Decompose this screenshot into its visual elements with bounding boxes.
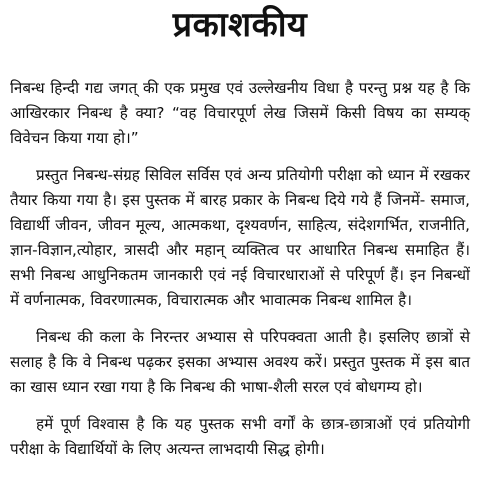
paragraph-2: प्रस्तुत निबन्ध-संग्रह सिविल सर्विस एवं अन्य प्रतियोगी परीक्षा को ध्यान में रखकर तैयार किया गया है। इस पुस्तक में बारह प्रकार के निबन्ध दिये गये हैं जिनमें- समाज, विद्यार्थी जीवन, जीवन मूल्य, आत्मकथा, दृश्यवर्णन, साहित्य, संदेशगर्भित, राजनीति, ज्ञान-विज्ञान,त्योहार, त्रासदी और महान् व्यक्तित्व पर आधारित निबन्ध समाहित हैं। सभी निबन्ध आधुनिकतम जानकारी एवं नई विचारधाराओं से परिपूर्ण हैं। इन निबन्धों में वर्णनात्मक, विवरणात्मक, विचारात्मक और भावात्मक निबन्ध शामिल है। <box>10 166 470 309</box>
page-title: प्रकाशकीय <box>172 5 308 45</box>
paragraph-3: निबन्ध की कला के निरन्तर अभ्यास से परिपक्वता आती है। इसलिए छात्रों से सलाह है कि वे निबन्ध पढ़कर इसका अभ्यास अवश्य करें। प्रस्तुत पुस्तक में इस बात का खास ध्यान रखा गया है कि निबन्ध की भाषा-शैली सरल एवं बोधगम्य हो। <box>10 328 470 396</box>
paragraph-4: हमें पूर्ण विश्वास है कि यह पुस्तक सभी वर्गों के छात्र-छात्राओं एवं प्रतियोगी परीक्षा के विद्यार्थियों के लिए अत्यन्त लाभदायी सिद्ध होगी। <box>10 415 470 458</box>
paragraph-1: निबन्ध हिन्दी गद्य जगत् की एक प्रमुख एवं उल्लेखनीय विधा है परन्तु प्रश्न यह है कि आखिरकार निबन्ध है क्या? “वह विचारपूर्ण लेख जिसमें किसी विषय का सम्यक् विवेचन किया गया हो।” <box>10 79 470 147</box>
